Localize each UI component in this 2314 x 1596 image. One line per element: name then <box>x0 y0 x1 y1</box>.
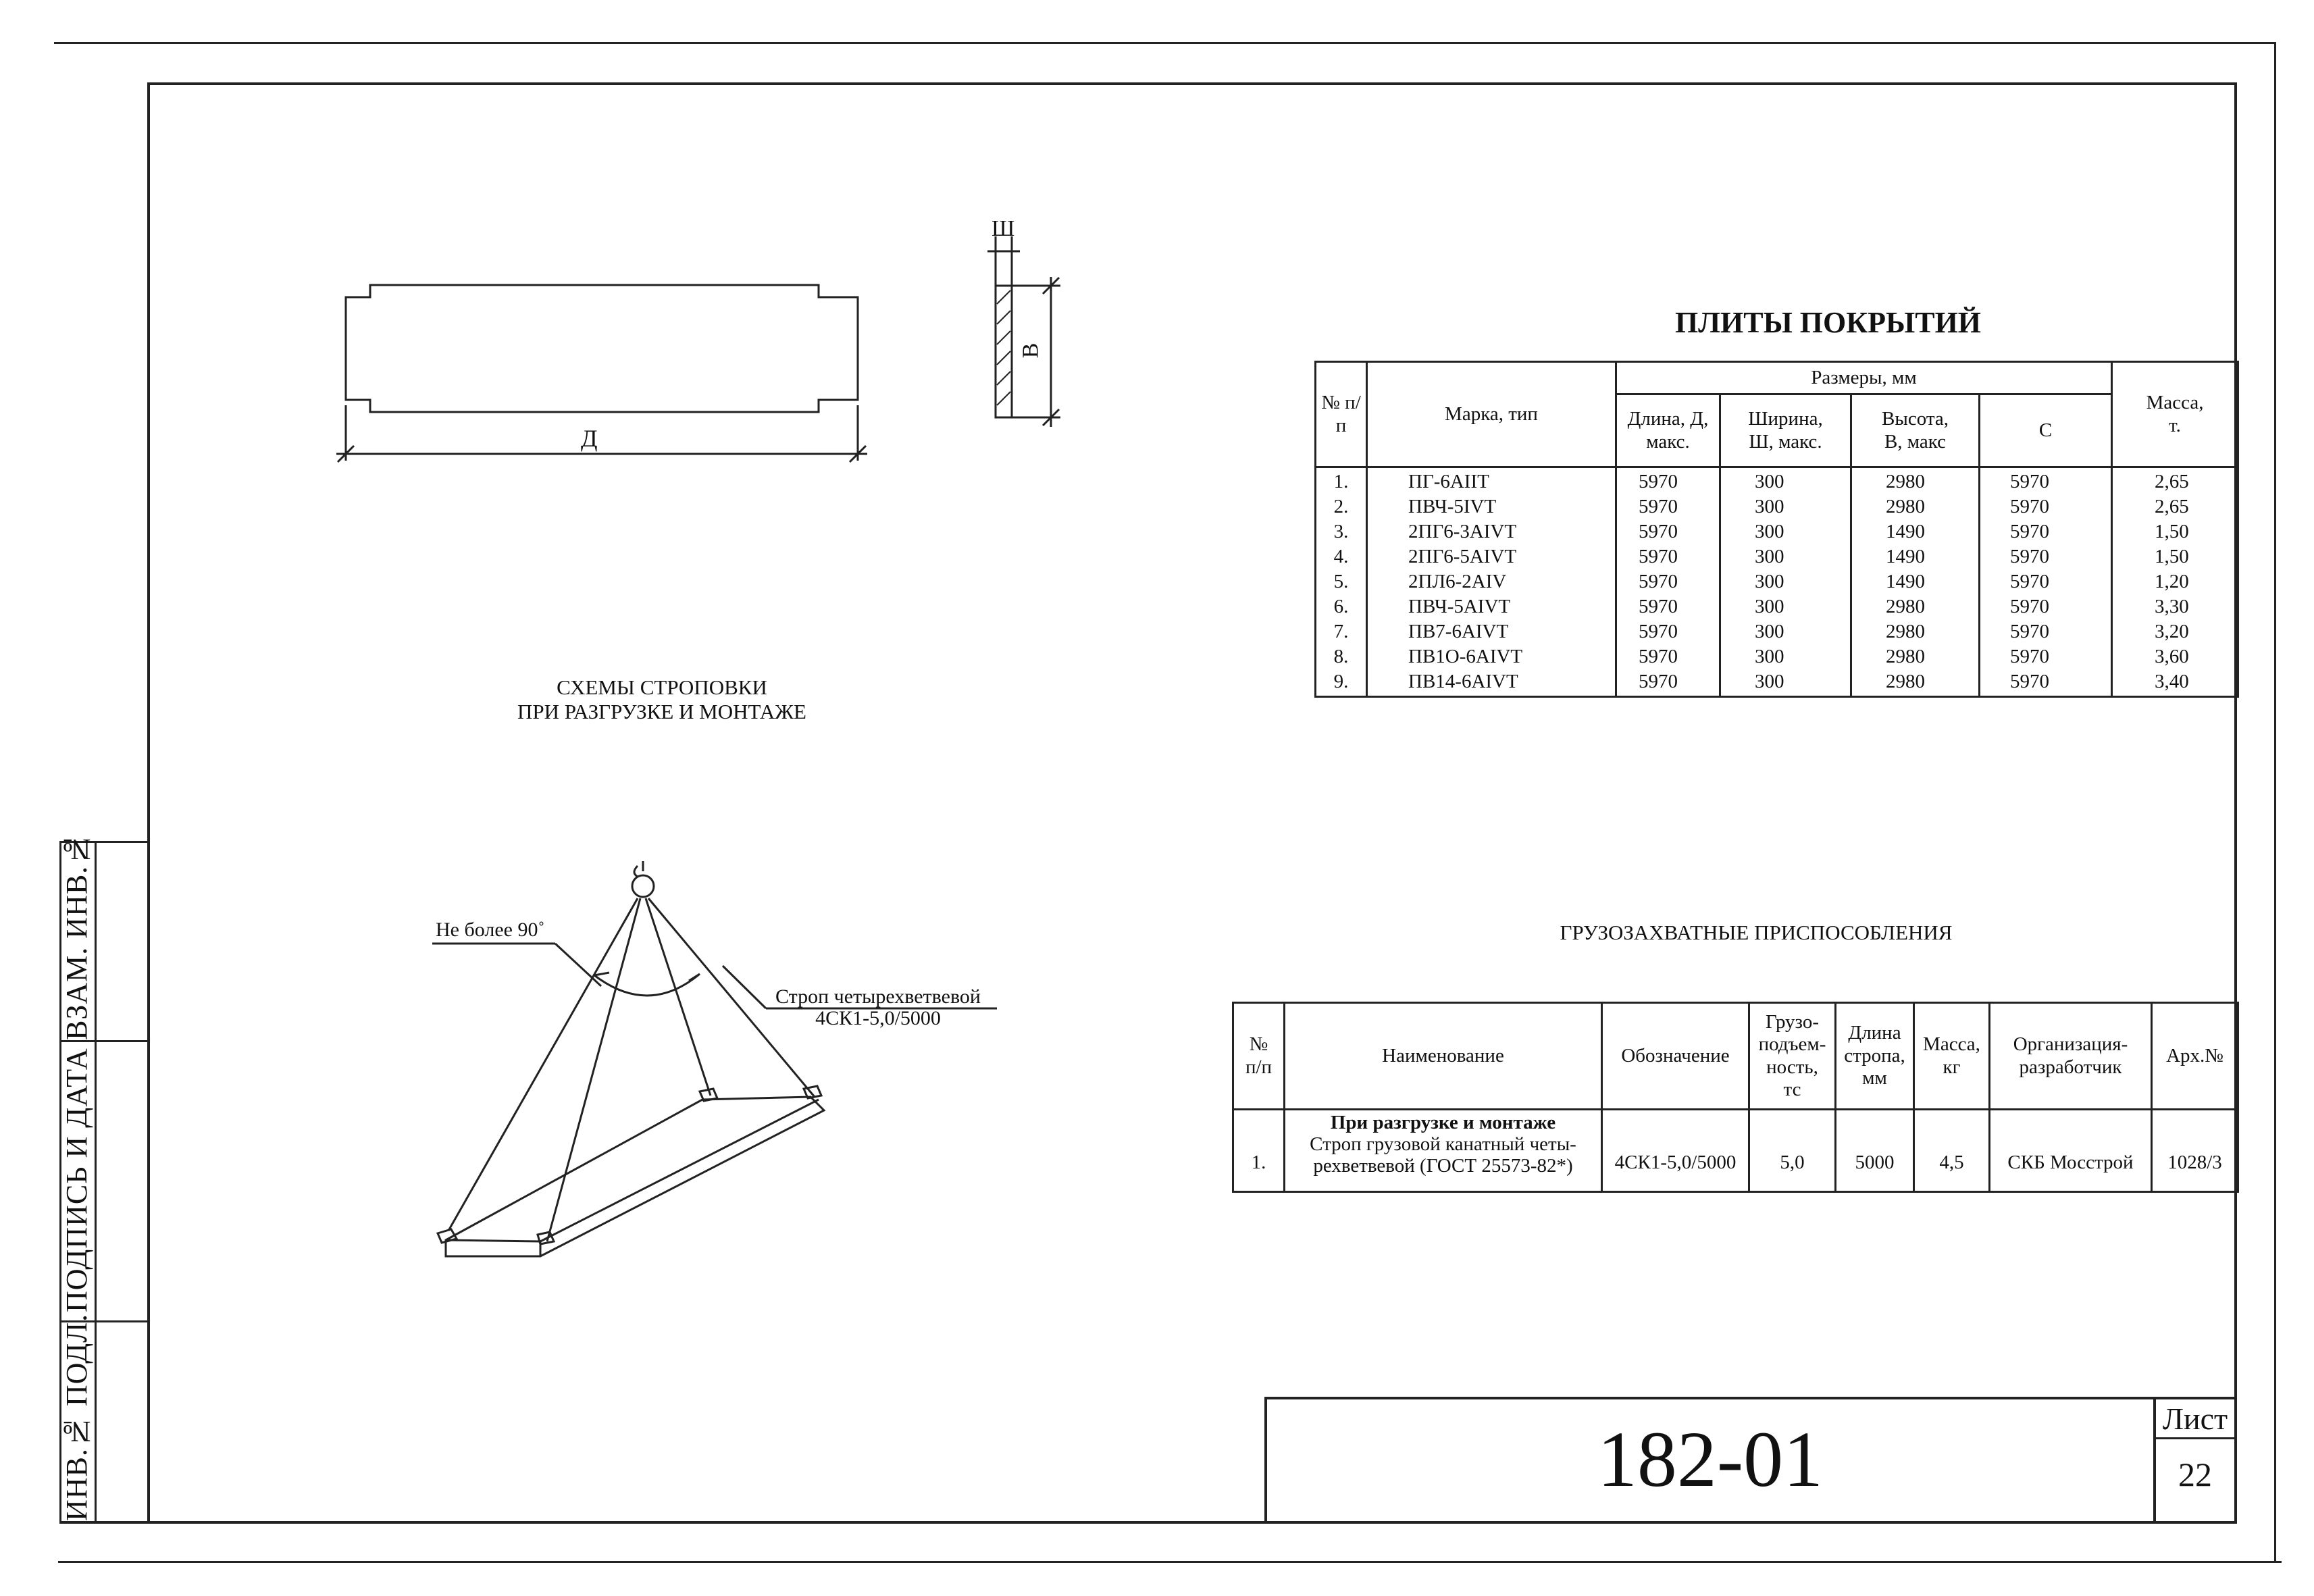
list-item: 1,20 <box>2155 571 2189 592</box>
plates-col-no: № п/п <box>1316 362 1367 467</box>
devices-group-label: При разгрузке и монтаже <box>1330 1112 1556 1133</box>
plates-title: ПЛИТЫ ПОКРЫТИЙ <box>1675 306 1982 339</box>
plates-table <box>1314 361 2239 698</box>
list-item: 5970 <box>2010 546 2049 567</box>
plates-col-sizes: Размеры, мм <box>1616 362 2112 394</box>
plates-mass-cell <box>2112 467 2238 697</box>
devices-row-arch: 1028/3 <box>2152 1110 2238 1192</box>
title-block-top <box>1264 1397 2237 1399</box>
list-item: 5970 <box>1639 671 1678 692</box>
plates-col-mass: Масса, т. <box>2112 362 2238 467</box>
stamp-inv-podl: ИНВ.№ ПОДЛ. <box>60 1313 93 1521</box>
title-block-sheet-sep <box>2153 1437 2237 1439</box>
list-item: 300 <box>1755 571 1784 592</box>
devices-row-mass: 4,5 <box>1914 1110 1990 1192</box>
plates-col-mark: Марка, тип <box>1367 362 1616 467</box>
devices-row-sling-len: 5000 <box>1836 1110 1914 1192</box>
list-item: ПГ-6АIIТ <box>1408 471 1489 492</box>
list-item: 5970 <box>1639 496 1678 517</box>
sling-scheme-title <box>459 675 865 724</box>
list-item: 3,30 <box>2155 596 2189 617</box>
list-item: 300 <box>1755 546 1784 567</box>
list-item: 5970 <box>1639 646 1678 667</box>
list-item: 5970 <box>2010 521 2049 542</box>
plate-perspective <box>446 1097 824 1256</box>
list-item: 5970 <box>1639 621 1678 642</box>
list-item: 2ПЛ6-2АIV <box>1408 571 1507 592</box>
devices-col-mass: Масса, кг <box>1914 1003 1990 1110</box>
devices-row-name-cell <box>1285 1110 1602 1192</box>
devices-row-designation: 4СК1-5,0/5000 <box>1602 1110 1749 1192</box>
list-item: 2980 <box>1886 646 1925 667</box>
devices-col-designation: Обозначение <box>1602 1003 1749 1110</box>
plates-col-width: Ширина, Ш, макс. <box>1720 394 1851 467</box>
list-item: 1490 <box>1886 571 1925 592</box>
list-item: 9. <box>1333 671 1349 692</box>
devices-row-capacity: 5,0 <box>1749 1110 1836 1192</box>
list-item: 5970 <box>1639 471 1678 492</box>
list-item: 4. <box>1333 546 1349 567</box>
list-item: 2. <box>1333 496 1349 517</box>
list-item: 1490 <box>1886 521 1925 542</box>
list-item: ПВ1О-6АIVТ <box>1408 646 1523 667</box>
sling-code: 4СК1-5,0/5000 <box>815 1007 941 1029</box>
list-item: 300 <box>1755 646 1784 667</box>
list-item: 3. <box>1333 521 1349 542</box>
angle-label: Не более 90˚ <box>436 919 545 941</box>
list-item: 1,50 <box>2155 546 2189 567</box>
plates-height-cell <box>1851 467 1980 697</box>
devices-row-no: 1. <box>1233 1110 1285 1192</box>
dim-length-label: Д <box>581 425 598 452</box>
list-item: 5970 <box>2010 646 2049 667</box>
list-item: 5970 <box>1639 521 1678 542</box>
list-item: 5970 <box>1639 571 1678 592</box>
sheet-number: 22 <box>2178 1456 2212 1493</box>
list-item: 2,65 <box>2155 496 2189 517</box>
document-code: 182-01 <box>1597 1415 1824 1503</box>
list-item: 300 <box>1755 671 1784 692</box>
plates-width-cell <box>1720 467 1851 697</box>
list-item: 2980 <box>1886 471 1925 492</box>
list-item: 5. <box>1333 571 1349 592</box>
plates-c-cell <box>1980 467 2112 697</box>
devices-col-capacity: Грузо-подъем-ность, тс <box>1749 1003 1836 1110</box>
crane-hook <box>632 875 654 897</box>
list-item: 5970 <box>2010 621 2049 642</box>
sling-label <box>756 986 1000 1029</box>
dim-width-label: Ш <box>992 216 1015 241</box>
list-item: ПВ14-6АIVТ <box>1408 671 1518 692</box>
devices-col-no: № п/п <box>1233 1003 1285 1110</box>
devices-col-name: Наименование <box>1285 1003 1602 1110</box>
list-item: 2980 <box>1886 596 1925 617</box>
list-item: 5970 <box>2010 571 2049 592</box>
list-item: 5970 <box>2010 496 2049 517</box>
devices-col-arch: Арх.№ <box>2152 1003 2238 1110</box>
list-item: 1490 <box>1886 546 1925 567</box>
stamp-vzam-inv: ВЗАМ. ИНВ.№ <box>60 831 93 1040</box>
plates-length-cell <box>1616 467 1720 697</box>
list-item: 2ПГ6-5АIVТ <box>1408 546 1517 567</box>
list-item: 7. <box>1333 621 1349 642</box>
sling-title-line1: СХЕМЫ СТРОПОВКИ <box>557 675 767 699</box>
list-item: 8. <box>1333 646 1349 667</box>
list-item: 2ПГ6-3АIVТ <box>1408 521 1517 542</box>
list-item: 1. <box>1333 471 1349 492</box>
list-item: 300 <box>1755 596 1784 617</box>
dim-height-label: В <box>1018 342 1044 359</box>
list-item: 5970 <box>2010 596 2049 617</box>
devices-col-org: Организация-разработчик <box>1990 1003 2152 1110</box>
stamp-podpis-data: ПОДПИСЬ И ДАТА <box>60 1048 93 1313</box>
devices-row-name: Строп грузовой канатный четы-рехветвевой (ГОСТ 25573-82*) <box>1310 1133 1576 1177</box>
list-item: 1,50 <box>2155 521 2189 542</box>
list-item: 2980 <box>1886 496 1925 517</box>
list-item: ПВЧ-5АIVТ <box>1408 596 1511 617</box>
list-item: 5970 <box>2010 671 2049 692</box>
list-item: 3,60 <box>2155 646 2189 667</box>
list-item: 5970 <box>1639 546 1678 567</box>
list-item: 2980 <box>1886 671 1925 692</box>
devices-col-sling-len: Длина стропа, мм <box>1836 1003 1914 1110</box>
list-item: ПВ7-6АIVТ <box>1408 621 1509 642</box>
list-item: 5970 <box>1639 596 1678 617</box>
list-item: 5970 <box>2010 471 2049 492</box>
sling-name: Строп четырехветвевой <box>775 985 981 1008</box>
plates-col-c: С <box>1980 394 2112 467</box>
plates-no-cell <box>1316 467 1367 697</box>
plates-col-height: Высота, В, макс <box>1851 394 1980 467</box>
devices-title: ГРУЗОЗАХВАТНЫЕ ПРИСПОСОБЛЕНИЯ <box>1560 921 1953 944</box>
sheet-label: Лист <box>2162 1401 2228 1436</box>
list-item: 300 <box>1755 496 1784 517</box>
sling-title-line2: ПРИ РАЗГРУЗКЕ И МОНТАЖЕ <box>517 700 806 723</box>
list-item: 300 <box>1755 471 1784 492</box>
devices-table <box>1232 1002 2239 1193</box>
plate-plan-outline <box>346 285 858 412</box>
list-item: 3,20 <box>2155 621 2189 642</box>
list-item: 2,65 <box>2155 471 2189 492</box>
list-item: ПВЧ-5IVТ <box>1408 496 1497 517</box>
list-item: 300 <box>1755 621 1784 642</box>
plates-mark-cell <box>1367 467 1616 697</box>
list-item: 300 <box>1755 521 1784 542</box>
plates-col-length: Длина, Д, макс. <box>1616 394 1720 467</box>
list-item: 6. <box>1333 596 1349 617</box>
devices-row-org: СКБ Мосстрой <box>1990 1110 2152 1192</box>
list-item: 2980 <box>1886 621 1925 642</box>
list-item: 3,40 <box>2155 671 2189 692</box>
